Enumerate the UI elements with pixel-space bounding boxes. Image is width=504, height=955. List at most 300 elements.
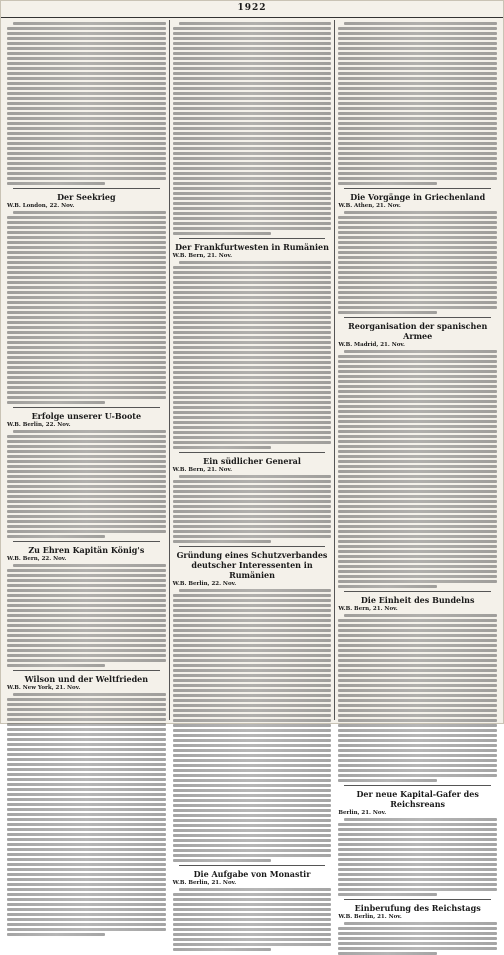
text-line bbox=[7, 838, 166, 841]
text-line bbox=[173, 331, 332, 334]
text-line bbox=[338, 112, 497, 115]
text-line bbox=[338, 709, 497, 712]
text-line bbox=[344, 211, 497, 214]
text-line bbox=[173, 599, 332, 602]
article bbox=[173, 869, 332, 951]
text-line bbox=[173, 709, 332, 712]
text-line bbox=[338, 435, 497, 438]
column-1 bbox=[4, 20, 169, 720]
text-line bbox=[173, 540, 271, 543]
text-line bbox=[7, 351, 166, 354]
text-line bbox=[7, 733, 166, 736]
text-line bbox=[173, 212, 332, 215]
text-line bbox=[173, 217, 332, 220]
text-line bbox=[7, 226, 166, 229]
text-line bbox=[7, 236, 166, 239]
article-dateline: W.B. Bern, 21. Nov. bbox=[338, 606, 398, 612]
text-line bbox=[173, 938, 332, 941]
text-line bbox=[338, 629, 497, 632]
text-line bbox=[338, 266, 497, 269]
article-dateline: W.B. Bern, 21. Nov. bbox=[172, 467, 232, 473]
text-line bbox=[173, 759, 332, 762]
text-line bbox=[7, 843, 166, 846]
text-line bbox=[338, 475, 497, 478]
text-line bbox=[173, 505, 332, 508]
text-line bbox=[7, 231, 166, 234]
text-line bbox=[338, 370, 497, 373]
article-divider bbox=[179, 865, 326, 866]
text-line bbox=[173, 431, 332, 434]
article-dateline: W.B. Berlin, 22. Nov. bbox=[7, 422, 71, 428]
text-line bbox=[7, 177, 166, 180]
text-line bbox=[7, 873, 166, 876]
text-line bbox=[7, 147, 166, 150]
text-line bbox=[7, 356, 166, 359]
text-line bbox=[173, 634, 332, 637]
text-line bbox=[7, 619, 166, 622]
text-line bbox=[173, 739, 332, 742]
text-line bbox=[173, 609, 332, 612]
text-line bbox=[173, 182, 332, 185]
text-line bbox=[173, 192, 332, 195]
text-line bbox=[7, 152, 166, 155]
text-line bbox=[173, 809, 332, 812]
columns bbox=[1, 18, 503, 920]
text-line bbox=[7, 127, 166, 130]
article bbox=[7, 545, 166, 667]
article bbox=[173, 456, 332, 543]
text-line bbox=[338, 575, 497, 578]
text-line bbox=[7, 614, 166, 617]
text-line bbox=[7, 256, 166, 259]
text-line bbox=[338, 565, 497, 568]
text-line bbox=[338, 823, 497, 826]
text-line bbox=[7, 853, 166, 856]
text-line bbox=[173, 794, 332, 797]
text-line bbox=[338, 868, 497, 871]
text-line bbox=[7, 27, 166, 30]
text-line bbox=[338, 450, 497, 453]
text-line bbox=[7, 644, 166, 647]
text-line bbox=[338, 440, 497, 443]
text-line bbox=[338, 694, 497, 697]
text-line bbox=[173, 132, 332, 135]
article bbox=[7, 22, 166, 185]
text-line bbox=[173, 804, 332, 807]
text-line bbox=[338, 455, 497, 458]
text-line bbox=[338, 759, 497, 762]
text-line bbox=[338, 858, 497, 861]
text-line bbox=[338, 132, 497, 135]
text-line bbox=[7, 584, 166, 587]
text-line bbox=[7, 291, 166, 294]
text-line bbox=[338, 410, 497, 413]
text-line bbox=[338, 97, 497, 100]
text-line bbox=[338, 863, 497, 866]
text-line bbox=[7, 738, 166, 741]
text-line bbox=[173, 744, 332, 747]
text-line bbox=[7, 495, 166, 498]
text-line bbox=[173, 859, 271, 862]
text-line bbox=[338, 570, 497, 573]
article-divider bbox=[179, 238, 326, 239]
text-line bbox=[338, 550, 497, 553]
text-line bbox=[338, 311, 436, 314]
text-line bbox=[173, 356, 332, 359]
text-line bbox=[7, 361, 166, 364]
article-headline: Der Seekrieg bbox=[57, 192, 116, 202]
text-line bbox=[338, 649, 497, 652]
text-line bbox=[173, 162, 332, 165]
text-line bbox=[338, 634, 497, 637]
text-line bbox=[7, 306, 166, 309]
text-line bbox=[173, 779, 332, 782]
text-line bbox=[7, 251, 166, 254]
text-line bbox=[338, 684, 497, 687]
text-line bbox=[173, 446, 271, 449]
text-line bbox=[338, 505, 497, 508]
text-line bbox=[338, 32, 497, 35]
article-divider bbox=[179, 546, 326, 547]
article-headline: Die Vorgänge in Griechenland bbox=[350, 192, 486, 202]
text-line bbox=[173, 829, 332, 832]
text-line bbox=[173, 729, 332, 732]
text-line bbox=[338, 674, 497, 677]
text-line bbox=[7, 386, 166, 389]
text-line bbox=[7, 659, 166, 662]
text-line bbox=[173, 520, 332, 523]
text-line bbox=[7, 703, 166, 706]
text-line bbox=[173, 684, 332, 687]
text-line bbox=[338, 510, 497, 513]
text-line bbox=[173, 232, 271, 235]
text-line bbox=[7, 594, 166, 597]
text-line bbox=[338, 415, 497, 418]
article bbox=[173, 242, 332, 449]
text-line bbox=[173, 32, 332, 35]
text-line bbox=[7, 933, 105, 936]
text-line bbox=[338, 231, 497, 234]
text-line bbox=[173, 485, 332, 488]
text-line bbox=[173, 152, 332, 155]
text-line bbox=[7, 798, 166, 801]
text-line bbox=[173, 441, 332, 444]
text-line bbox=[338, 42, 497, 45]
text-line bbox=[7, 664, 105, 667]
text-line bbox=[173, 674, 332, 677]
article-headline: Gründung eines Schutzverbandes deutscher Interessenten in Rumänien bbox=[176, 550, 328, 580]
text-line bbox=[338, 739, 497, 742]
text-line bbox=[338, 286, 497, 289]
text-line bbox=[173, 714, 332, 717]
text-line bbox=[7, 500, 166, 503]
text-line bbox=[338, 619, 497, 622]
text-line bbox=[173, 480, 332, 483]
text-line bbox=[7, 530, 166, 533]
text-line bbox=[338, 749, 497, 752]
text-line bbox=[7, 37, 166, 40]
text-line bbox=[338, 62, 497, 65]
text-line bbox=[173, 928, 332, 931]
text-line bbox=[173, 67, 332, 70]
article-divider bbox=[344, 317, 491, 318]
text-line bbox=[7, 102, 166, 105]
text-line bbox=[173, 336, 332, 339]
text-line bbox=[173, 371, 332, 374]
text-line bbox=[338, 664, 497, 667]
text-line bbox=[173, 764, 332, 767]
text-line bbox=[173, 92, 332, 95]
text-line bbox=[7, 833, 166, 836]
text-line bbox=[7, 813, 166, 816]
text-line bbox=[7, 748, 166, 751]
text-line bbox=[173, 72, 332, 75]
text-line bbox=[338, 157, 497, 160]
text-line bbox=[173, 47, 332, 50]
text-line bbox=[7, 888, 166, 891]
text-line bbox=[173, 37, 332, 40]
text-line bbox=[338, 639, 497, 642]
text-line bbox=[338, 291, 497, 294]
text-line bbox=[7, 858, 166, 861]
text-line bbox=[338, 37, 497, 40]
text-line bbox=[7, 649, 166, 652]
text-line bbox=[7, 569, 166, 572]
text-line bbox=[7, 301, 166, 304]
text-line bbox=[173, 391, 332, 394]
text-line bbox=[7, 818, 166, 821]
text-line bbox=[7, 167, 166, 170]
article-dateline: W.B. Bern, 22. Nov. bbox=[7, 556, 67, 562]
text-line bbox=[173, 619, 332, 622]
text-line bbox=[338, 843, 497, 846]
text-line bbox=[173, 933, 332, 936]
text-line bbox=[173, 411, 332, 414]
article-headline: Reorganisation der spanischen Armee bbox=[348, 321, 488, 341]
text-line bbox=[7, 604, 166, 607]
text-line bbox=[7, 341, 166, 344]
text-line bbox=[338, 385, 497, 388]
text-line bbox=[338, 853, 497, 856]
text-line bbox=[173, 734, 332, 737]
text-line bbox=[173, 222, 332, 225]
text-line bbox=[338, 405, 497, 408]
text-line bbox=[338, 525, 497, 528]
article-dateline: W.B. London, 22. Nov. bbox=[7, 203, 75, 209]
text-line bbox=[338, 530, 497, 533]
text-line bbox=[7, 137, 166, 140]
text-line bbox=[7, 67, 166, 70]
text-line bbox=[338, 107, 497, 110]
text-line bbox=[173, 82, 332, 85]
article-dateline: W.B. Athen, 21. Nov. bbox=[338, 203, 401, 209]
article-dateline: W.B. Berlin, 21. Nov. bbox=[172, 880, 237, 886]
text-line bbox=[338, 221, 497, 224]
text-line bbox=[338, 555, 497, 558]
article-headline: Ein südlicher General bbox=[203, 456, 301, 466]
text-line bbox=[173, 321, 332, 324]
text-line bbox=[338, 360, 497, 363]
text-line bbox=[338, 927, 497, 930]
text-line bbox=[173, 326, 332, 329]
text-line bbox=[7, 505, 166, 508]
text-line bbox=[338, 833, 497, 836]
text-line bbox=[338, 380, 497, 383]
article-dateline: W.B. Berlin, 21. Nov. bbox=[338, 914, 402, 920]
text-line bbox=[173, 361, 332, 364]
text-line bbox=[338, 216, 497, 219]
text-line bbox=[7, 848, 166, 851]
text-line bbox=[173, 893, 332, 896]
text-line bbox=[338, 878, 497, 881]
text-line bbox=[7, 773, 166, 776]
text-line bbox=[344, 922, 497, 925]
text-line bbox=[338, 465, 497, 468]
text-line bbox=[338, 271, 497, 274]
article-dateline: W.B. Madrid, 21. Nov. bbox=[338, 342, 405, 348]
text-line bbox=[7, 758, 166, 761]
text-line bbox=[7, 92, 166, 95]
text-line bbox=[173, 769, 332, 772]
text-line bbox=[7, 122, 166, 125]
text-line bbox=[338, 82, 497, 85]
text-line bbox=[338, 246, 497, 249]
text-line bbox=[7, 241, 166, 244]
text-line bbox=[7, 157, 166, 160]
text-line bbox=[7, 823, 166, 826]
text-line bbox=[173, 381, 332, 384]
text-line bbox=[338, 400, 497, 403]
text-line bbox=[338, 942, 497, 945]
text-line bbox=[173, 490, 332, 493]
text-line bbox=[7, 589, 166, 592]
text-line bbox=[338, 226, 497, 229]
text-line bbox=[173, 286, 332, 289]
text-line bbox=[338, 241, 497, 244]
text-line bbox=[7, 107, 166, 110]
text-line bbox=[7, 535, 105, 538]
text-line bbox=[338, 520, 497, 523]
article bbox=[173, 22, 332, 235]
text-line bbox=[173, 301, 332, 304]
text-line bbox=[338, 535, 497, 538]
text-line bbox=[173, 102, 332, 105]
text-line bbox=[173, 624, 332, 627]
text-line bbox=[173, 774, 332, 777]
text-line bbox=[7, 455, 166, 458]
article-headline: Einberufung des Reichstags bbox=[354, 903, 481, 913]
text-line bbox=[338, 540, 497, 543]
article-divider bbox=[344, 591, 491, 592]
article-divider bbox=[179, 452, 326, 453]
text-line bbox=[173, 844, 332, 847]
text-line bbox=[7, 296, 166, 299]
text-line bbox=[13, 22, 166, 25]
text-line bbox=[338, 281, 497, 284]
text-line bbox=[7, 808, 166, 811]
text-line bbox=[7, 698, 166, 701]
article-divider bbox=[344, 188, 491, 189]
text-line bbox=[173, 694, 332, 697]
text-line bbox=[338, 87, 497, 90]
text-line bbox=[7, 117, 166, 120]
text-line bbox=[173, 157, 332, 160]
text-line bbox=[7, 918, 166, 921]
text-line bbox=[173, 416, 332, 419]
text-line bbox=[7, 878, 166, 881]
article bbox=[338, 903, 497, 955]
text-line bbox=[338, 764, 497, 767]
text-line bbox=[173, 281, 332, 284]
text-line bbox=[7, 634, 166, 637]
text-line bbox=[173, 649, 332, 652]
text-line bbox=[7, 574, 166, 577]
text-line bbox=[173, 849, 332, 852]
text-line bbox=[173, 789, 332, 792]
text-line bbox=[173, 814, 332, 817]
text-line bbox=[13, 564, 166, 567]
text-line bbox=[173, 923, 332, 926]
text-line bbox=[173, 515, 332, 518]
text-line bbox=[173, 749, 332, 752]
text-line bbox=[338, 659, 497, 662]
text-line bbox=[7, 743, 166, 746]
text-line bbox=[338, 122, 497, 125]
text-line bbox=[338, 932, 497, 935]
text-line bbox=[7, 515, 166, 518]
text-line bbox=[173, 854, 332, 857]
text-line bbox=[338, 485, 497, 488]
page-header bbox=[1, 1, 503, 18]
text-line bbox=[7, 87, 166, 90]
text-line bbox=[7, 718, 166, 721]
text-line bbox=[338, 57, 497, 60]
text-line bbox=[344, 22, 497, 25]
text-line bbox=[338, 67, 497, 70]
text-line bbox=[173, 197, 332, 200]
text-line bbox=[173, 97, 332, 100]
text-line bbox=[338, 395, 497, 398]
text-line bbox=[173, 147, 332, 150]
text-line bbox=[173, 227, 332, 230]
text-line bbox=[338, 27, 497, 30]
page-number: 1922 bbox=[237, 3, 267, 13]
text-line bbox=[338, 679, 497, 682]
text-line bbox=[7, 863, 166, 866]
text-line bbox=[7, 261, 166, 264]
text-line bbox=[338, 390, 497, 393]
text-line bbox=[7, 266, 166, 269]
article-headline: Der neue Kapital-Gafer des Reichsreans bbox=[356, 789, 479, 809]
text-line bbox=[338, 92, 497, 95]
article-divider bbox=[13, 541, 160, 542]
article-divider bbox=[13, 670, 160, 671]
text-line bbox=[7, 903, 166, 906]
text-line bbox=[7, 42, 166, 45]
text-line bbox=[338, 72, 497, 75]
text-line bbox=[173, 594, 332, 597]
text-line bbox=[7, 490, 166, 493]
article-dateline: W.B. New York, 21. Nov. bbox=[7, 685, 81, 691]
text-line bbox=[344, 350, 497, 353]
text-line bbox=[338, 296, 497, 299]
text-line bbox=[7, 624, 166, 627]
text-line bbox=[173, 296, 332, 299]
text-line bbox=[7, 913, 166, 916]
article bbox=[7, 411, 166, 538]
text-line bbox=[173, 122, 332, 125]
text-line bbox=[173, 341, 332, 344]
